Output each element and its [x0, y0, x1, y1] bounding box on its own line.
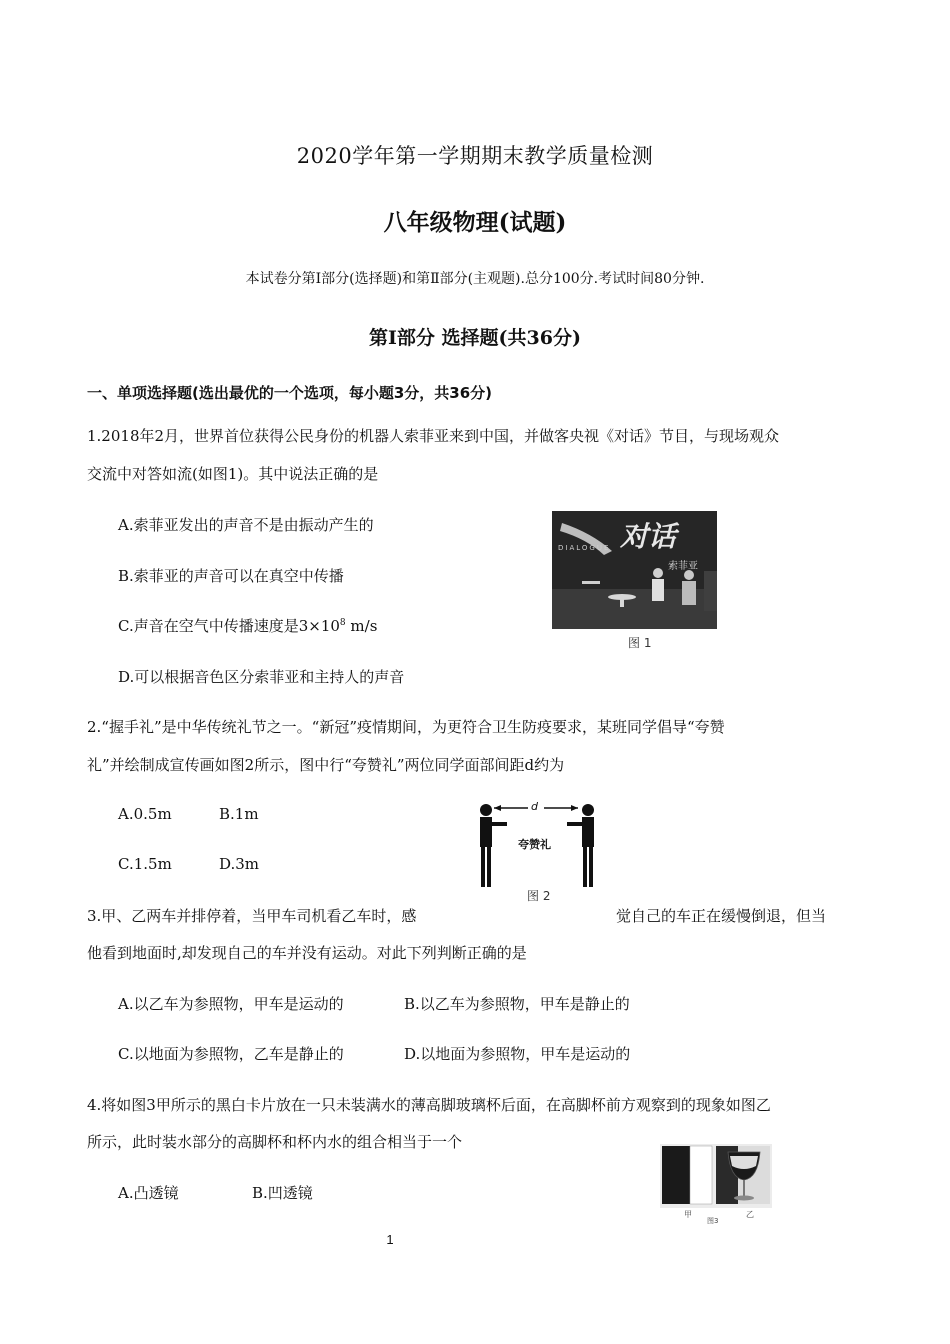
q3-line1-start: 3.甲、乙两车并排停着，当甲车司机看乙车时，感: [87, 907, 417, 925]
person-1: [652, 579, 664, 601]
figure-1-name: 索菲亚: [668, 561, 698, 572]
q4-line1: 4.将如图3甲所示的黑白卡片放在一只未装满水的薄高脚玻璃杯后面，在高脚杯前方观察到的现象如图乙: [87, 1096, 771, 1114]
q3-line1-end: 觉自己的车正在缓慢倒退，但当: [616, 907, 827, 925]
q2-option-d: D.3m: [219, 855, 260, 873]
person-2: [682, 581, 696, 605]
figure-1-caption: 图 1: [628, 636, 652, 650]
figure-2-d-label: d: [531, 800, 538, 813]
figure-3-label-jia: 甲: [684, 1210, 692, 1219]
figure-1-logo: 对话: [620, 520, 677, 553]
figure-1-photo: [552, 511, 717, 629]
q1-option-d: D.可以根据音色区分索菲亚和主持人的声音: [118, 668, 405, 686]
figure-3-drawing: [660, 1144, 772, 1208]
q2-option-c: C.1.5m: [118, 855, 172, 873]
q3-option-d: D.以地面为参照物，甲车是运动的: [404, 1045, 631, 1063]
section-heading: 一、单项选择题(选出最优的一个选项，每小题3分，共36分): [87, 384, 493, 402]
figure-2-label: 夸赞礼: [518, 838, 551, 851]
q4-line2: 所示，此时装水部分的高脚杯和杯内水的组合相当于一个: [87, 1133, 463, 1151]
figure-3-photo: [660, 1144, 772, 1208]
q1-option-c-unit: m/s: [345, 617, 378, 635]
figure-3-label-yi: 乙: [746, 1210, 754, 1219]
q2-line2: 礼”并绘制成宣传画如图2所示，图中行“夸赞礼”两位同学面部间距d约为: [87, 756, 565, 774]
q1-option-c-exponent: 8: [339, 618, 346, 628]
q1-line1: 1.2018年2月，世界首位获得公民身份的机器人索菲亚来到中国，并做客央视《对话》节目，与现场观众: [87, 427, 780, 445]
card-black-half: [662, 1146, 690, 1204]
q1-line2: 交流中对答如流(如图1)。其中说法正确的是: [87, 465, 379, 483]
exam-title: 2020学年第一学期期末教学质量检测: [296, 144, 654, 168]
q2-line1: 2.“握手礼”是中华传统礼节之一。“新冠”疫情期间，为更符合卫生防疫要求，某班同学倡导“夸赞: [87, 718, 725, 736]
q3-option-b: B.以乙车为参照物，甲车是静止的: [404, 995, 630, 1013]
figure-1-banner: DIALOGUE: [558, 544, 611, 552]
q4-option-a: A.凸透镜: [118, 1184, 179, 1202]
q1-option-c-text: C.声音在空气中传播速度是3×10: [118, 617, 340, 635]
q1-option-c: [118, 615, 377, 636]
exam-subtitle: 八年级物理(试题): [383, 209, 567, 236]
part1-title: 第Ⅰ部分 选择题(共36分): [369, 327, 581, 349]
q2-option-a: A.0.5m: [118, 805, 172, 823]
card-white-half: [690, 1146, 712, 1204]
figure-3-caption: 图3: [707, 1217, 719, 1225]
q2-option-b: B.1m: [219, 805, 259, 823]
q3-line2: 他看到地面时,却发现自己的车并没有运动。对此下列判断正确的是: [87, 944, 527, 962]
q3-option-c: C.以地面为参照物，乙车是静止的: [118, 1045, 344, 1063]
page-number: 1: [386, 1232, 394, 1247]
q3-option-a: A.以乙车为参照物，甲车是运动的: [118, 995, 344, 1013]
q4-option-b: B.凹透镜: [252, 1184, 313, 1202]
q1-option-b: B.索菲亚的声音可以在真空中传播: [118, 567, 344, 585]
figure-2-caption: 图 2: [527, 889, 551, 903]
q1-option-a: A.索菲亚发出的声音不是由振动产生的: [118, 516, 374, 534]
exam-note: 本试卷分第Ⅰ部分(选择题)和第Ⅱ部分(主观题).总分100分.考试时间80分钟.: [245, 271, 705, 287]
